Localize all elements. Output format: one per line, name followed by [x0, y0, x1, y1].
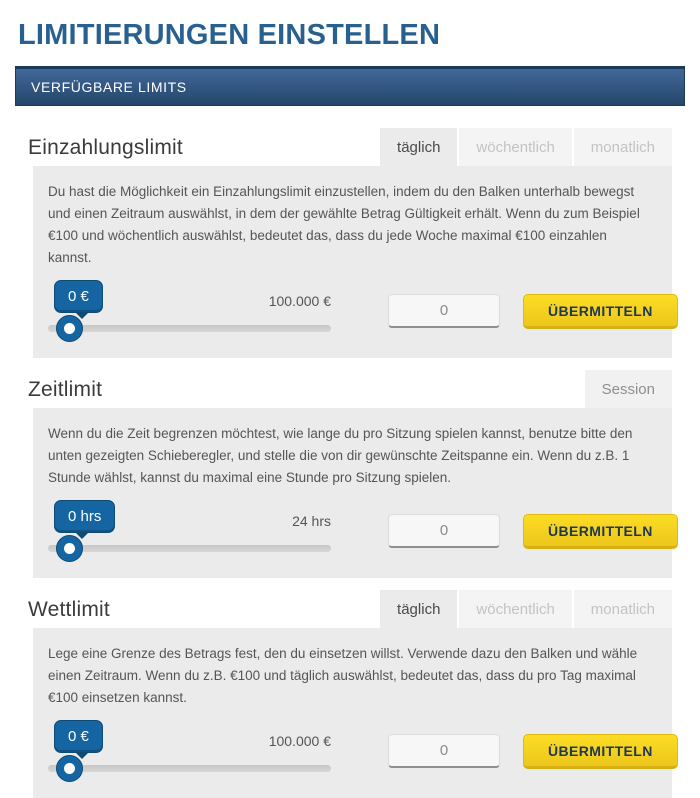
bet-amount-input[interactable]: [388, 734, 500, 768]
time-limit-description: Wenn du die Zeit begrenzen möchtest, wie lange du pro Sitzung spielen kannst, benutze bitte den unten gezeigten Schieberegler, und stelle die von dir gewünschte Zeitspanne ein. Wenn du z.B. 1 Stunde wählst, kannst du maximal eine Stunde pro Sitzung spielen.: [48, 426, 633, 485]
deposit-limit-slider: [48, 280, 331, 338]
time-limit-panel: [33, 408, 672, 578]
bet-period-tabs: [378, 590, 672, 628]
tab-deposit-daily[interactable]: täglich: [380, 128, 457, 166]
bet-slider-max-label: 100.000 €: [268, 733, 331, 749]
time-period-tabs: [583, 370, 672, 408]
deposit-limit-controls: [48, 280, 657, 338]
tab-deposit-monthly[interactable]: monatlich: [574, 128, 672, 166]
bet-slider-handle[interactable]: [56, 755, 83, 782]
bet-limit-description: Lege eine Grenze des Betrags fest, den du einsetzen willst. Verwende dazu den Balken und wähle einen Zeitraum. Wenn du z.B. €100 und täglich auswählst, bedeutet das, dass du pro Tag maximal €100 einsetzen kannst.: [48, 646, 638, 705]
deposit-slider-handle[interactable]: [56, 315, 83, 342]
deposit-slider-max-label: 100.000 €: [268, 293, 331, 309]
time-limit-head: [28, 370, 672, 408]
deposit-limit-title: Einzahlungslimit: [28, 136, 183, 159]
deposit-slider-track[interactable]: [48, 325, 331, 332]
available-limits-label: VERFÜGBARE LIMITS: [31, 79, 187, 95]
bet-slider-track[interactable]: [48, 765, 331, 772]
section-deposit-limit: [28, 128, 672, 358]
tab-bet-weekly[interactable]: wöchentlich: [459, 590, 571, 628]
tab-bet-monthly[interactable]: monatlich: [574, 590, 672, 628]
time-slider-max-label: 24 hrs: [292, 513, 331, 529]
time-slider-handle[interactable]: [56, 535, 83, 562]
time-submit-button[interactable]: ÜBERMITTELN: [523, 514, 678, 549]
deposit-limit-description: Du hast die Möglichkeit ein Einzahlungslimit einzustellen, indem du den Balken unterhalb bewegst und einen Zeitraum auswählst, in dem der gewählte Betrag Gültigkeit erhält. Wenn du zum Beispiel €100 und wöchentlich auswählst, bedeutet das, dass du jede Woche maximal €100 einzahlen kannst.: [48, 184, 640, 265]
available-limits-bar: [15, 66, 685, 106]
deposit-amount-input[interactable]: [388, 294, 500, 328]
section-time-limit: [28, 370, 672, 578]
time-slider-value-badge: 0 hrs: [54, 500, 115, 533]
time-slider-track[interactable]: [48, 545, 331, 552]
section-bet-limit: [28, 590, 672, 798]
tab-bet-daily[interactable]: täglich: [380, 590, 457, 628]
time-limit-controls: [48, 500, 657, 558]
bet-slider-value-badge: 0 €: [54, 720, 103, 753]
deposit-period-tabs: [378, 128, 672, 166]
tab-time-session[interactable]: Session: [585, 370, 672, 408]
deposit-slider-value-badge: 0 €: [54, 280, 103, 313]
bet-limit-slider: [48, 720, 331, 778]
time-limit-slider: [48, 500, 331, 558]
deposit-limit-panel: [33, 166, 672, 358]
bet-limit-title: Wettlimit: [28, 598, 110, 621]
bet-limit-controls: [48, 720, 657, 778]
time-amount-input[interactable]: [388, 514, 500, 548]
bet-submit-button[interactable]: ÜBERMITTELN: [523, 734, 678, 769]
tab-deposit-weekly[interactable]: wöchentlich: [459, 128, 571, 166]
deposit-limit-head: [28, 128, 672, 166]
deposit-submit-button[interactable]: ÜBERMITTELN: [523, 294, 678, 329]
bet-limit-panel: [33, 628, 672, 798]
time-limit-title: Zeitlimit: [28, 378, 103, 401]
page-title: LIMITIERUNGEN EINSTELLEN: [18, 19, 441, 51]
bet-limit-head: [28, 590, 672, 628]
